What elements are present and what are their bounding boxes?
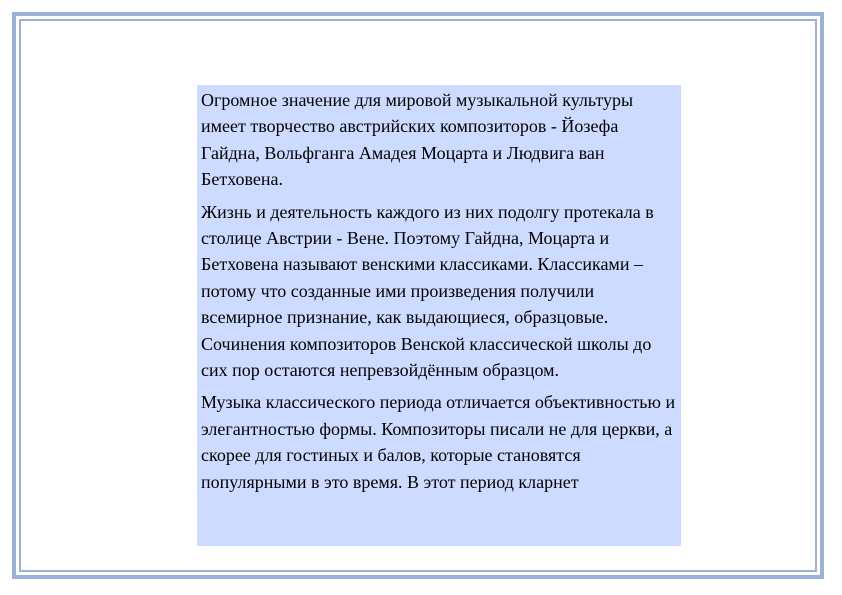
paragraph-3: Музыка классического периода отличается объективностью и элегантностью формы. Композиторы писали не для церкви, а скорее для гостиных и балов, которые становятся популярными в это время. В этот период кларнет	[201, 392, 676, 492]
paragraph-1: Огромное значение для мировой музыкальной культуры имеет творчество австрийских композиторов - Йозефа Гайдна, Вольфганга Амадея Моцарта и Людвига ван Бетховена.	[201, 90, 634, 190]
paragraph-2: Жизнь и деятельность каждого из них подолгу протекала в столице Австрии - Вене. Поэтому Гайдна, Моцарта и Бетховена называют венскими классиками. Классиками – потому что созданные ими произведения получили всемирное признание, как выдающиеся, образцовые. Сочинения композиторов Венской классической школы до сих пор остаются непревзойдённым образцом.	[201, 201, 654, 381]
text-box	[197, 85, 681, 546]
